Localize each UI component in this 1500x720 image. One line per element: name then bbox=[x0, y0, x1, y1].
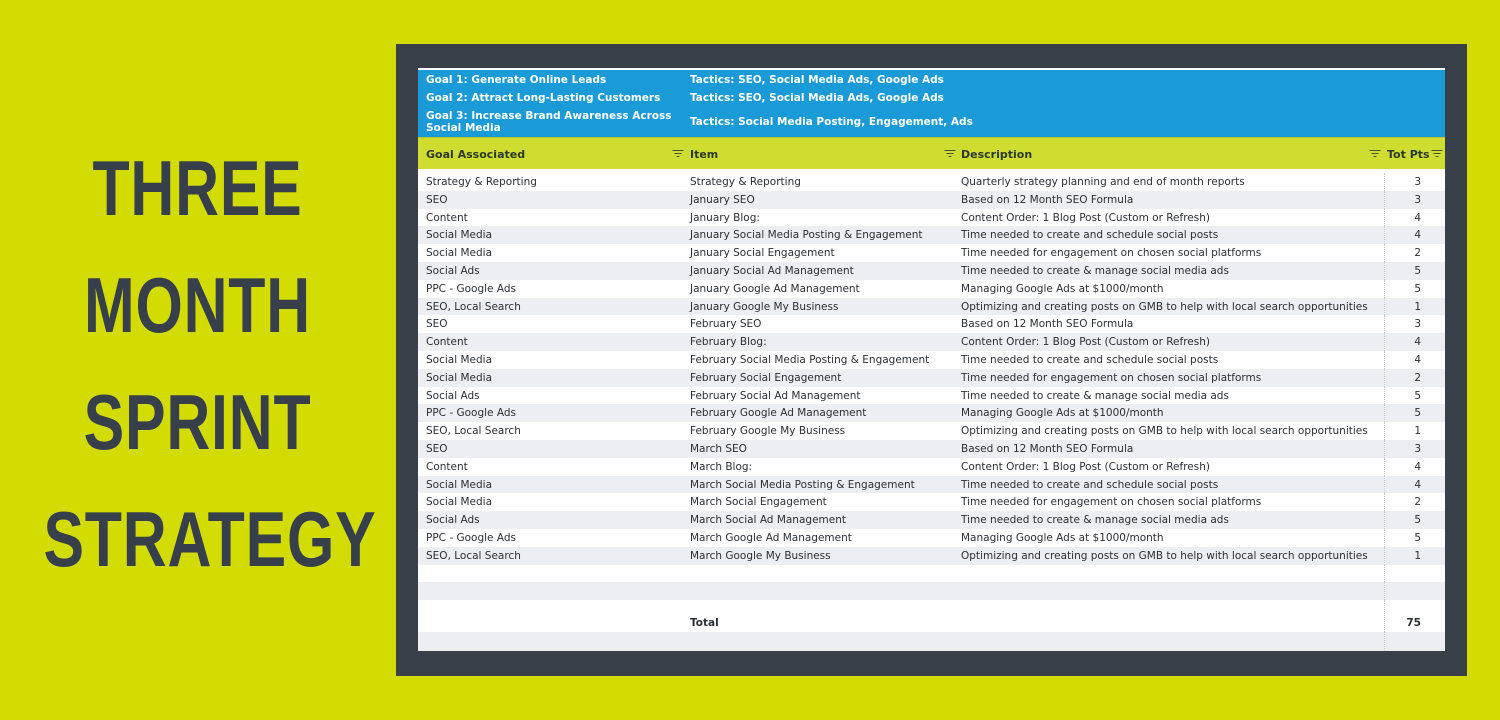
table-body bbox=[418, 173, 1445, 618]
cell-goal[interactable]: Social Media bbox=[426, 247, 493, 260]
cell-description[interactable]: Time needed to create & manage social media ads bbox=[961, 514, 1229, 527]
title-line: STRATEGY bbox=[43, 495, 377, 583]
cell-item[interactable]: February SEO bbox=[690, 318, 762, 331]
cell-description[interactable]: Managing Google Ads at $1000/month bbox=[961, 282, 1164, 295]
filter-icon[interactable] bbox=[1369, 149, 1380, 158]
cell-goal[interactable]: SEO, Local Search bbox=[426, 549, 521, 562]
cell-item[interactable]: March Google My Business bbox=[690, 549, 831, 562]
cell-description[interactable]: Time needed for engagement on chosen social platforms bbox=[961, 371, 1262, 384]
table-row[interactable] bbox=[418, 351, 1445, 369]
cell-description[interactable]: Managing Google Ads at $1000/month bbox=[961, 531, 1164, 544]
cell-points[interactable]: 1 bbox=[1414, 549, 1421, 562]
cell-points[interactable]: 5 bbox=[1414, 407, 1421, 420]
column-header-item[interactable]: Item bbox=[690, 148, 719, 161]
cell-goal[interactable]: Social Ads bbox=[426, 264, 480, 277]
points-column bbox=[1384, 369, 1445, 387]
total-value[interactable]: 75 bbox=[1406, 617, 1421, 629]
cell-item[interactable]: January Social Media Posting & Engagement bbox=[690, 229, 923, 242]
title-line: SPRINT bbox=[83, 378, 312, 466]
table-row[interactable] bbox=[418, 244, 1445, 262]
cell-description[interactable]: Based on 12 Month SEO Formula bbox=[961, 442, 1134, 455]
points-column bbox=[1384, 209, 1445, 227]
points-column bbox=[1384, 458, 1445, 476]
cell-points[interactable]: 3 bbox=[1414, 176, 1421, 188]
cell-goal[interactable]: Social Media bbox=[426, 496, 493, 509]
cell-goal[interactable]: Social Media bbox=[426, 371, 493, 384]
cell-description[interactable]: Managing Google Ads at $1000/month bbox=[961, 407, 1164, 420]
points-column bbox=[1384, 351, 1445, 369]
goal-name: Goal 1: Generate Online Leads bbox=[426, 74, 607, 86]
cell-points[interactable]: 4 bbox=[1414, 478, 1421, 491]
table-row[interactable] bbox=[418, 262, 1445, 280]
screenshot-frame bbox=[396, 44, 1467, 676]
cell-goal[interactable]: SEO bbox=[426, 318, 448, 331]
cell-item[interactable]: January Social Engagement bbox=[690, 247, 835, 260]
cell-points[interactable]: 5 bbox=[1414, 514, 1421, 527]
table-row[interactable] bbox=[418, 280, 1445, 298]
column-header-row bbox=[418, 137, 1445, 169]
cell-item[interactable]: February Social Engagement bbox=[690, 371, 842, 384]
cell-description[interactable]: Time needed to create and schedule social posts bbox=[961, 229, 1219, 242]
points-column bbox=[1384, 262, 1445, 280]
cell-description[interactable]: Optimizing and creating posts on GMB to help with local search opportunities bbox=[961, 425, 1368, 438]
cell-goal[interactable]: SEO bbox=[426, 442, 448, 455]
table-row[interactable] bbox=[418, 476, 1445, 494]
table-row[interactable] bbox=[418, 298, 1445, 316]
points-column bbox=[1384, 529, 1445, 547]
points-column bbox=[1384, 632, 1445, 651]
cell-description[interactable]: Optimizing and creating posts on GMB to help with local search opportunities bbox=[961, 549, 1368, 562]
table-row[interactable] bbox=[418, 387, 1445, 405]
cell-description[interactable]: Content Order: 1 Blog Post (Custom or Refresh) bbox=[961, 211, 1210, 224]
table-row[interactable] bbox=[418, 511, 1445, 529]
cell-item[interactable]: January Blog: bbox=[690, 211, 760, 224]
table-row[interactable] bbox=[418, 582, 1445, 600]
cell-item[interactable]: March Social Ad Management bbox=[690, 514, 846, 527]
cell-item[interactable]: March Google Ad Management bbox=[690, 531, 852, 544]
title-line: MONTH bbox=[84, 261, 311, 349]
total-label: Total bbox=[690, 617, 719, 629]
spreadsheet bbox=[418, 68, 1445, 651]
cell-item[interactable]: March Social Media Posting & Engagement bbox=[690, 478, 915, 491]
cell-item[interactable]: February Social Media Posting & Engagement bbox=[690, 353, 930, 366]
table-row[interactable] bbox=[418, 404, 1445, 422]
cell-goal[interactable]: PPC - Google Ads bbox=[426, 407, 516, 420]
points-column bbox=[1384, 440, 1445, 458]
cell-item[interactable]: February Google Ad Management bbox=[690, 407, 867, 420]
cell-item[interactable]: January Google Ad Management bbox=[690, 282, 860, 295]
column-header-description[interactable]: Description bbox=[961, 148, 1033, 161]
goal-tactics: Tactics: SEO, Social Media Ads, Google Ads bbox=[690, 92, 944, 104]
cell-goal[interactable]: Social Ads bbox=[426, 514, 480, 527]
points-column bbox=[1384, 387, 1445, 405]
cell-goal[interactable]: Social Media bbox=[426, 353, 493, 366]
page-title bbox=[0, 130, 395, 598]
cell-description[interactable]: Based on 12 Month SEO Formula bbox=[961, 318, 1134, 331]
cell-goal[interactable]: Content bbox=[426, 336, 468, 349]
cell-goal[interactable]: Content bbox=[426, 460, 468, 473]
cell-points[interactable]: 4 bbox=[1414, 460, 1421, 473]
goal-name: Goal 2: Attract Long-Lasting Customers bbox=[426, 92, 661, 104]
cell-description[interactable]: Quarterly strategy planning and end of month reports bbox=[961, 176, 1245, 188]
cell-description[interactable]: Time needed to create & manage social media ads bbox=[961, 264, 1229, 277]
table-row[interactable] bbox=[418, 173, 1445, 191]
points-column bbox=[1384, 226, 1445, 244]
cell-item[interactable]: February Google My Business bbox=[690, 425, 846, 438]
table-row[interactable] bbox=[418, 191, 1445, 209]
points-column bbox=[1384, 173, 1445, 191]
total-row bbox=[418, 613, 1445, 632]
cell-points[interactable]: 4 bbox=[1414, 229, 1421, 242]
points-column bbox=[1384, 315, 1445, 333]
cell-item[interactable]: Strategy & Reporting bbox=[690, 176, 801, 188]
cell-points[interactable]: 5 bbox=[1414, 264, 1421, 277]
cell-item[interactable]: March Blog: bbox=[690, 460, 753, 473]
cell-goal[interactable]: SEO bbox=[426, 193, 448, 206]
points-column bbox=[1384, 582, 1445, 600]
cell-description[interactable]: Time needed to create & manage social media ads bbox=[961, 389, 1229, 402]
cell-goal[interactable]: SEO, Local Search bbox=[426, 425, 521, 438]
cell-description[interactable]: Optimizing and creating posts on GMB to help with local search opportunities bbox=[961, 300, 1368, 313]
title-line: THREE bbox=[92, 144, 303, 232]
points-column bbox=[1384, 565, 1445, 583]
cell-points[interactable]: 4 bbox=[1414, 211, 1421, 224]
table-row[interactable] bbox=[418, 529, 1445, 547]
cell-points[interactable]: 5 bbox=[1414, 531, 1421, 544]
cell-item[interactable]: February Blog: bbox=[690, 336, 767, 349]
points-column bbox=[1384, 404, 1445, 422]
points-column bbox=[1384, 280, 1445, 298]
cell-item[interactable]: January SEO bbox=[690, 193, 755, 206]
cell-points[interactable]: 5 bbox=[1414, 282, 1421, 295]
points-column bbox=[1384, 333, 1445, 351]
table-row[interactable] bbox=[418, 547, 1445, 565]
goal-tactics: Tactics: Social Media Posting, Engagement, Ads bbox=[690, 116, 973, 128]
cell-goal[interactable]: SEO, Local Search bbox=[426, 300, 521, 313]
goal-name: Goal 3: Increase Brand Awareness Across Social Media bbox=[426, 110, 672, 134]
points-column bbox=[1384, 244, 1445, 262]
table-row[interactable] bbox=[418, 440, 1445, 458]
points-column bbox=[1384, 493, 1445, 511]
cell-points[interactable]: 3 bbox=[1414, 193, 1421, 206]
table-row[interactable] bbox=[418, 493, 1445, 511]
cell-description[interactable]: Time needed for engagement on chosen social platforms bbox=[961, 496, 1262, 509]
cell-description[interactable]: Time needed to create and schedule social posts bbox=[961, 478, 1219, 491]
cell-description[interactable]: Based on 12 Month SEO Formula bbox=[961, 193, 1134, 206]
cell-points[interactable]: 3 bbox=[1414, 318, 1421, 331]
cell-description[interactable]: Time needed to create and schedule social posts bbox=[961, 353, 1219, 366]
cell-goal[interactable]: Content bbox=[426, 211, 468, 224]
cell-item[interactable]: March Social Engagement bbox=[690, 496, 827, 509]
cell-description[interactable]: Time needed for engagement on chosen social platforms bbox=[961, 247, 1262, 260]
cell-goal[interactable]: Strategy & Reporting bbox=[426, 176, 537, 188]
points-column bbox=[1384, 298, 1445, 316]
goals-banner bbox=[418, 70, 1445, 137]
table-row[interactable] bbox=[418, 369, 1445, 387]
points-column bbox=[1384, 476, 1445, 494]
cell-goal[interactable]: Social Media bbox=[426, 478, 493, 491]
cell-points[interactable]: 3 bbox=[1414, 442, 1421, 455]
table-row[interactable] bbox=[418, 315, 1445, 333]
points-column bbox=[1384, 511, 1445, 529]
cell-points[interactable]: 1 bbox=[1414, 425, 1421, 438]
filter-icon[interactable] bbox=[1431, 149, 1442, 158]
cell-points[interactable]: 1 bbox=[1414, 300, 1421, 313]
cell-points[interactable]: 5 bbox=[1414, 389, 1421, 402]
table-row[interactable] bbox=[418, 333, 1445, 351]
points-column bbox=[1384, 547, 1445, 565]
cell-points[interactable]: 2 bbox=[1414, 371, 1421, 384]
cell-description[interactable]: Content Order: 1 Blog Post (Custom or Refresh) bbox=[961, 460, 1210, 473]
cell-goal[interactable]: PPC - Google Ads bbox=[426, 531, 516, 544]
points-column bbox=[1384, 613, 1445, 632]
column-header-goal[interactable]: Goal Associated bbox=[426, 148, 526, 161]
filter-icon[interactable] bbox=[672, 149, 683, 158]
points-column bbox=[1384, 191, 1445, 209]
column-header-points[interactable]: Tot Pts bbox=[1387, 148, 1430, 161]
filter-icon[interactable] bbox=[944, 149, 955, 158]
cell-points[interactable]: 4 bbox=[1414, 336, 1421, 349]
table-row[interactable] bbox=[418, 226, 1445, 244]
empty-row bbox=[418, 632, 1445, 651]
goal-tactics: Tactics: SEO, Social Media Ads, Google Ads bbox=[690, 74, 944, 86]
cell-item[interactable]: February Social Ad Management bbox=[690, 389, 861, 402]
table-row[interactable] bbox=[418, 209, 1445, 227]
cell-points[interactable]: 2 bbox=[1414, 247, 1421, 260]
cell-item[interactable]: March SEO bbox=[690, 442, 747, 455]
table-row[interactable] bbox=[418, 422, 1445, 440]
cell-points[interactable]: 2 bbox=[1414, 496, 1421, 509]
cell-goal[interactable]: Social Ads bbox=[426, 389, 480, 402]
table-row[interactable] bbox=[418, 565, 1445, 583]
cell-goal[interactable]: Social Media bbox=[426, 229, 493, 242]
cell-description[interactable]: Content Order: 1 Blog Post (Custom or Refresh) bbox=[961, 336, 1210, 349]
cell-goal[interactable]: PPC - Google Ads bbox=[426, 282, 516, 295]
cell-item[interactable]: January Social Ad Management bbox=[690, 264, 854, 277]
table-row[interactable] bbox=[418, 458, 1445, 476]
points-column bbox=[1384, 422, 1445, 440]
cell-item[interactable]: January Google My Business bbox=[690, 300, 839, 313]
cell-points[interactable]: 4 bbox=[1414, 353, 1421, 366]
